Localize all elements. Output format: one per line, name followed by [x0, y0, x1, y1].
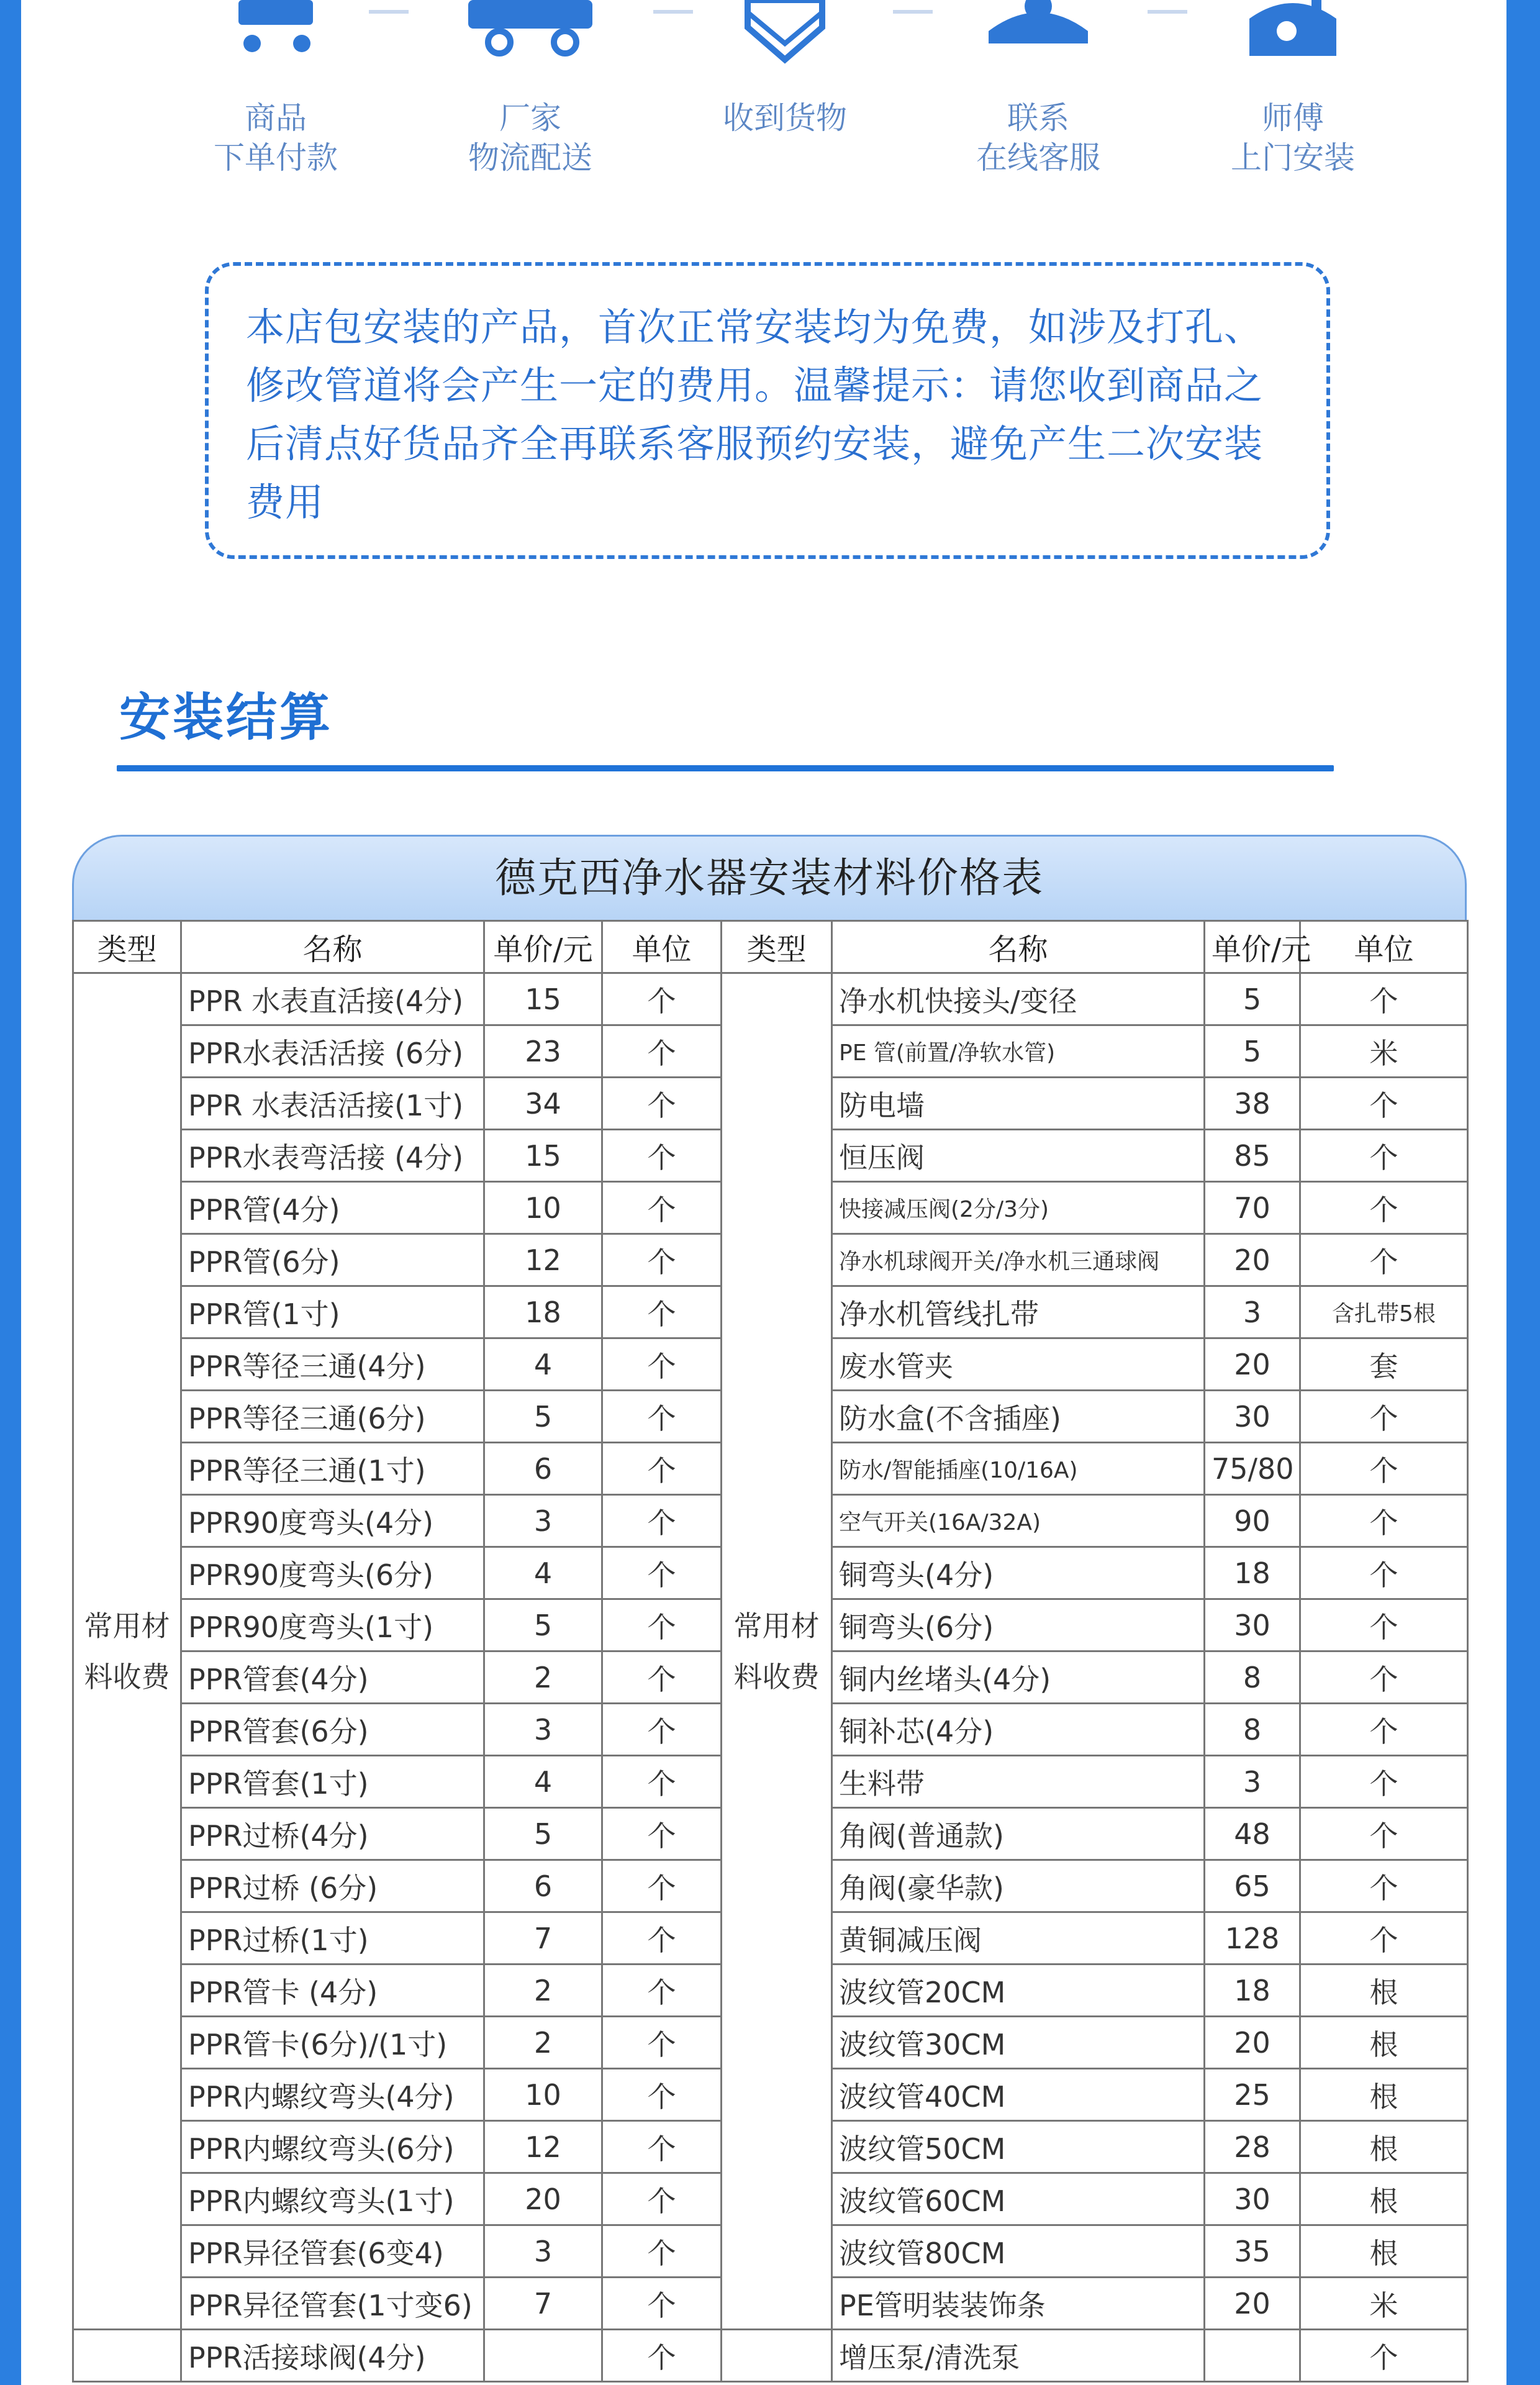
header-name: 名称 — [181, 921, 484, 973]
item-unit: 个 — [1300, 1130, 1468, 1182]
item-name: PPR管套(4分) — [181, 1651, 484, 1704]
step-label-line2: 下单付款 — [214, 140, 338, 176]
section-title: 安装结算 — [119, 688, 333, 747]
item-price: 128 — [1205, 1912, 1300, 1965]
header-unit: 单位 — [602, 921, 722, 973]
item-name: PPR管套(1寸) — [181, 1756, 484, 1808]
item-unit: 个 — [602, 2069, 722, 2121]
item-unit: 个 — [602, 2225, 722, 2278]
item-price: 15 — [484, 973, 602, 1025]
item-price: 18 — [1205, 1547, 1300, 1599]
item-name: 铜补芯(4分) — [832, 1704, 1205, 1756]
item-name: PPR内螺纹弯头(6分) — [181, 2121, 484, 2173]
item-price: 18 — [1205, 1965, 1300, 2017]
item-price: 35 — [1205, 2225, 1300, 2278]
step-label-line2: 物流配送 — [468, 140, 592, 176]
item-unit: 个 — [602, 1860, 722, 1912]
process-steps — [21, 0, 1506, 199]
item-price: 70 — [1205, 1182, 1300, 1234]
item-unit: 米 — [1300, 2278, 1468, 2330]
row-type-left-empty — [73, 2330, 181, 2382]
item-name: PPR过桥(1寸) — [181, 1912, 484, 1965]
cart-icon — [201, 0, 350, 60]
item-unit: 根 — [1300, 2173, 1468, 2225]
item-price: 28 — [1205, 2121, 1300, 2173]
step-label-line1: 联系 — [1007, 100, 1069, 136]
item-unit: 个 — [602, 1495, 722, 1547]
header-name: 名称 — [832, 921, 1205, 973]
item-price: 3 — [484, 1495, 602, 1547]
item-unit: 个 — [1300, 1704, 1468, 1756]
table-header-row — [73, 921, 1468, 973]
item-price: 48 — [1205, 1808, 1300, 1860]
item-price: 5 — [484, 1599, 602, 1651]
item-name: 增压泵/清洗泵 — [832, 2330, 1205, 2382]
item-price: 5 — [484, 1808, 602, 1860]
item-price: 7 — [484, 1912, 602, 1965]
item-unit: 个 — [1300, 1599, 1468, 1651]
item-price: 90 — [1205, 1495, 1300, 1547]
item-unit: 个 — [602, 1651, 722, 1704]
item-name: 废水管夹 — [832, 1338, 1205, 1391]
item-name: 波纹管30CM — [832, 2017, 1205, 2069]
item-price: 5 — [1205, 1025, 1300, 1078]
item-price: 4 — [484, 1338, 602, 1391]
item-price: 20 — [484, 2173, 602, 2225]
package-icon — [710, 0, 859, 60]
item-unit: 个 — [602, 1286, 722, 1338]
item-price: 30 — [1205, 1391, 1300, 1443]
item-name: PPR90度弯头(6分) — [181, 1547, 484, 1599]
step-order — [183, 0, 369, 178]
item-unit: 个 — [602, 1756, 722, 1808]
item-price: 75/80 — [1205, 1443, 1300, 1495]
item-name: 空气开关(16A/32A) — [832, 1495, 1205, 1547]
item-price: 10 — [484, 1182, 602, 1234]
item-name: 快接减压阀(2分/3分) — [832, 1182, 1205, 1234]
item-unit: 根 — [1300, 2017, 1468, 2069]
item-unit: 个 — [602, 1338, 722, 1391]
item-name: PPR管(1寸) — [181, 1286, 484, 1338]
item-unit: 个 — [602, 973, 722, 1025]
item-price: 15 — [484, 1130, 602, 1182]
item-name: 角阀(豪华款) — [832, 1860, 1205, 1912]
item-price: 3 — [1205, 1756, 1300, 1808]
item-name: 防水盒(不含插座) — [832, 1391, 1205, 1443]
step-divider — [1148, 10, 1187, 14]
item-unit: 个 — [1300, 1756, 1468, 1808]
item-name: 恒压阀 — [832, 1130, 1205, 1182]
price-table-container — [72, 835, 1467, 2383]
item-unit: 根 — [1300, 2069, 1468, 2121]
item-price: 8 — [1205, 1704, 1300, 1756]
item-unit: 个 — [602, 1704, 722, 1756]
item-unit: 个 — [1300, 1547, 1468, 1599]
item-price: 5 — [484, 1391, 602, 1443]
item-unit: 个 — [602, 2278, 722, 2330]
item-unit: 个 — [1300, 1182, 1468, 1234]
item-name: PPR等径三通(6分) — [181, 1391, 484, 1443]
step-label-line1: 收到货物 — [723, 100, 847, 136]
item-name: PE 管(前置/净软水管) — [832, 1025, 1205, 1078]
item-price: 5 — [1205, 973, 1300, 1025]
page — [21, 0, 1506, 2385]
item-unit: 个 — [602, 1391, 722, 1443]
customer-service-icon — [964, 0, 1113, 60]
item-price: 2 — [484, 1965, 602, 2017]
item-name: PPR水表弯活接 (4分) — [181, 1130, 484, 1182]
item-unit: 个 — [602, 2330, 722, 2382]
item-price: 6 — [484, 1443, 602, 1495]
item-price: 30 — [1205, 2173, 1300, 2225]
step-label-line1: 厂家 — [499, 100, 561, 136]
item-name: 生料带 — [832, 1756, 1205, 1808]
item-name: PPR90度弯头(4分) — [181, 1495, 484, 1547]
item-price: 2 — [484, 2017, 602, 2069]
price-table-body — [73, 973, 1468, 2382]
item-unit: 个 — [602, 1234, 722, 1286]
item-name: 防水/智能插座(10/16A) — [832, 1443, 1205, 1495]
item-name: PPR过桥(4分) — [181, 1808, 484, 1860]
truck-icon — [456, 0, 605, 60]
item-price — [1205, 2330, 1300, 2382]
install-notice-box — [205, 262, 1330, 559]
section-underline — [117, 765, 1334, 771]
table-row — [73, 2330, 1468, 2382]
item-name: 黄铜减压阀 — [832, 1912, 1205, 1965]
item-price: 2 — [484, 1651, 602, 1704]
item-unit: 含扎带5根 — [1300, 1286, 1468, 1338]
item-unit: 根 — [1300, 2225, 1468, 2278]
item-name: 波纹管20CM — [832, 1965, 1205, 2017]
item-unit: 个 — [1300, 1078, 1468, 1130]
item-unit: 根 — [1300, 2121, 1468, 2173]
item-unit: 个 — [1300, 973, 1468, 1025]
row-type-right-empty — [722, 2330, 832, 2382]
row-type-left: 常用材料收费 — [73, 973, 181, 2330]
item-unit: 个 — [602, 1965, 722, 2017]
step-contact — [945, 0, 1131, 178]
step-shipping — [437, 0, 623, 178]
item-unit: 个 — [1300, 2330, 1468, 2382]
item-name: PPR管卡(6分)/(1寸) — [181, 2017, 484, 2069]
item-unit: 个 — [602, 1025, 722, 1078]
item-name: PPR异径管套(6变4) — [181, 2225, 484, 2278]
item-unit: 个 — [1300, 1495, 1468, 1547]
step-divider — [369, 10, 409, 14]
install-notice-text: 本店包安装的产品，首次正常安装均为免费，如涉及打孔、修改管道将会产生一定的费用。温馨提示：请您收到商品之后清点好货品齐全再联系客服预约安装，避免产生二次安装费用 — [246, 304, 1264, 525]
item-name: PPR管套(6分) — [181, 1704, 484, 1756]
step-received — [692, 0, 878, 138]
item-price: 3 — [484, 2225, 602, 2278]
item-price — [484, 2330, 602, 2382]
item-price: 6 — [484, 1860, 602, 1912]
item-unit: 个 — [602, 1078, 722, 1130]
item-name: 角阀(普通款) — [832, 1808, 1205, 1860]
item-unit: 米 — [1300, 1025, 1468, 1078]
header-unit: 单位 — [1300, 921, 1468, 973]
item-price: 20 — [1205, 1338, 1300, 1391]
item-name: PPR管卡 (4分) — [181, 1965, 484, 2017]
item-unit: 个 — [1300, 1912, 1468, 1965]
item-price: 25 — [1205, 2069, 1300, 2121]
item-name: 铜弯头(4分) — [832, 1547, 1205, 1599]
item-price: 18 — [484, 1286, 602, 1338]
step-label-line2: 上门安装 — [1231, 140, 1355, 176]
item-price: 4 — [484, 1547, 602, 1599]
item-name: PPR管(4分) — [181, 1182, 484, 1234]
item-price: 65 — [1205, 1860, 1300, 1912]
item-price: 7 — [484, 2278, 602, 2330]
item-price: 20 — [1205, 1234, 1300, 1286]
item-price: 23 — [484, 1025, 602, 1078]
item-name: 净水机球阀开关/净水机三通球阀 — [832, 1234, 1205, 1286]
item-name: PPR90度弯头(1寸) — [181, 1599, 484, 1651]
item-price: 8 — [1205, 1651, 1300, 1704]
item-unit: 个 — [602, 2121, 722, 2173]
item-name: PPR过桥 (6分) — [181, 1860, 484, 1912]
item-name: PPR管(6分) — [181, 1234, 484, 1286]
item-unit: 个 — [602, 1808, 722, 1860]
item-name: PPR 水表活活接(1寸) — [181, 1078, 484, 1130]
item-name: PPR内螺纹弯头(4分) — [181, 2069, 484, 2121]
item-price: 85 — [1205, 1130, 1300, 1182]
item-name: 波纹管80CM — [832, 2225, 1205, 2278]
item-price: 34 — [484, 1078, 602, 1130]
step-install — [1200, 0, 1386, 178]
item-unit: 个 — [602, 1599, 722, 1651]
header-price: 单价/元 — [484, 921, 602, 973]
item-price: 38 — [1205, 1078, 1300, 1130]
item-unit: 个 — [1300, 1391, 1468, 1443]
item-name: 净水机快接头/变径 — [832, 973, 1205, 1025]
header-type: 类型 — [722, 921, 832, 973]
item-unit: 根 — [1300, 1965, 1468, 2017]
item-unit: 个 — [1300, 1443, 1468, 1495]
item-name: PPR水表活活接 (6分) — [181, 1025, 484, 1078]
item-price: 4 — [484, 1756, 602, 1808]
step-divider — [653, 10, 693, 14]
item-unit: 个 — [1300, 1808, 1468, 1860]
item-unit: 个 — [602, 1130, 722, 1182]
item-unit: 个 — [1300, 1860, 1468, 1912]
item-name: 净水机管线扎带 — [832, 1286, 1205, 1338]
item-price: 12 — [484, 2121, 602, 2173]
item-unit: 个 — [602, 2173, 722, 2225]
item-unit: 个 — [602, 1547, 722, 1599]
item-name: PPR活接球阀(4分) — [181, 2330, 484, 2382]
item-name: PPR 水表直活接(4分) — [181, 973, 484, 1025]
item-unit: 个 — [1300, 1651, 1468, 1704]
item-unit: 个 — [602, 1443, 722, 1495]
installer-icon — [1218, 0, 1367, 60]
table-row — [73, 973, 1468, 1025]
row-type-right: 常用材料收费 — [722, 973, 832, 2330]
header-price: 单价/元 — [1205, 921, 1300, 973]
item-unit: 个 — [602, 1912, 722, 1965]
step-label-line1: 师傅 — [1262, 100, 1324, 136]
item-price: 20 — [1205, 2278, 1300, 2330]
item-name: 铜内丝堵头(4分) — [832, 1651, 1205, 1704]
item-price: 20 — [1205, 2017, 1300, 2069]
item-name: 波纹管50CM — [832, 2121, 1205, 2173]
item-name: PPR等径三通(4分) — [181, 1338, 484, 1391]
price-table-title: 德克西净水器安装材料价格表 — [72, 835, 1467, 920]
item-name: 防电墙 — [832, 1078, 1205, 1130]
item-unit: 个 — [1300, 1234, 1468, 1286]
item-name: 波纹管60CM — [832, 2173, 1205, 2225]
item-name: PE管明装装饰条 — [832, 2278, 1205, 2330]
item-price: 30 — [1205, 1599, 1300, 1651]
price-table — [72, 920, 1469, 2383]
item-name: PPR等径三通(1寸) — [181, 1443, 484, 1495]
header-type: 类型 — [73, 921, 181, 973]
item-price: 3 — [484, 1704, 602, 1756]
item-name: PPR内螺纹弯头(1寸) — [181, 2173, 484, 2225]
step-label-line1: 商品 — [245, 100, 307, 136]
item-name: 波纹管40CM — [832, 2069, 1205, 2121]
item-price: 3 — [1205, 1286, 1300, 1338]
item-name: 铜弯头(6分) — [832, 1599, 1205, 1651]
item-price: 10 — [484, 2069, 602, 2121]
item-unit: 个 — [602, 2017, 722, 2069]
item-name: PPR异径管套(1寸变6) — [181, 2278, 484, 2330]
step-divider — [893, 10, 933, 14]
item-unit: 套 — [1300, 1338, 1468, 1391]
step-label-line2: 在线客服 — [976, 140, 1100, 176]
item-unit: 个 — [602, 1182, 722, 1234]
item-price: 12 — [484, 1234, 602, 1286]
